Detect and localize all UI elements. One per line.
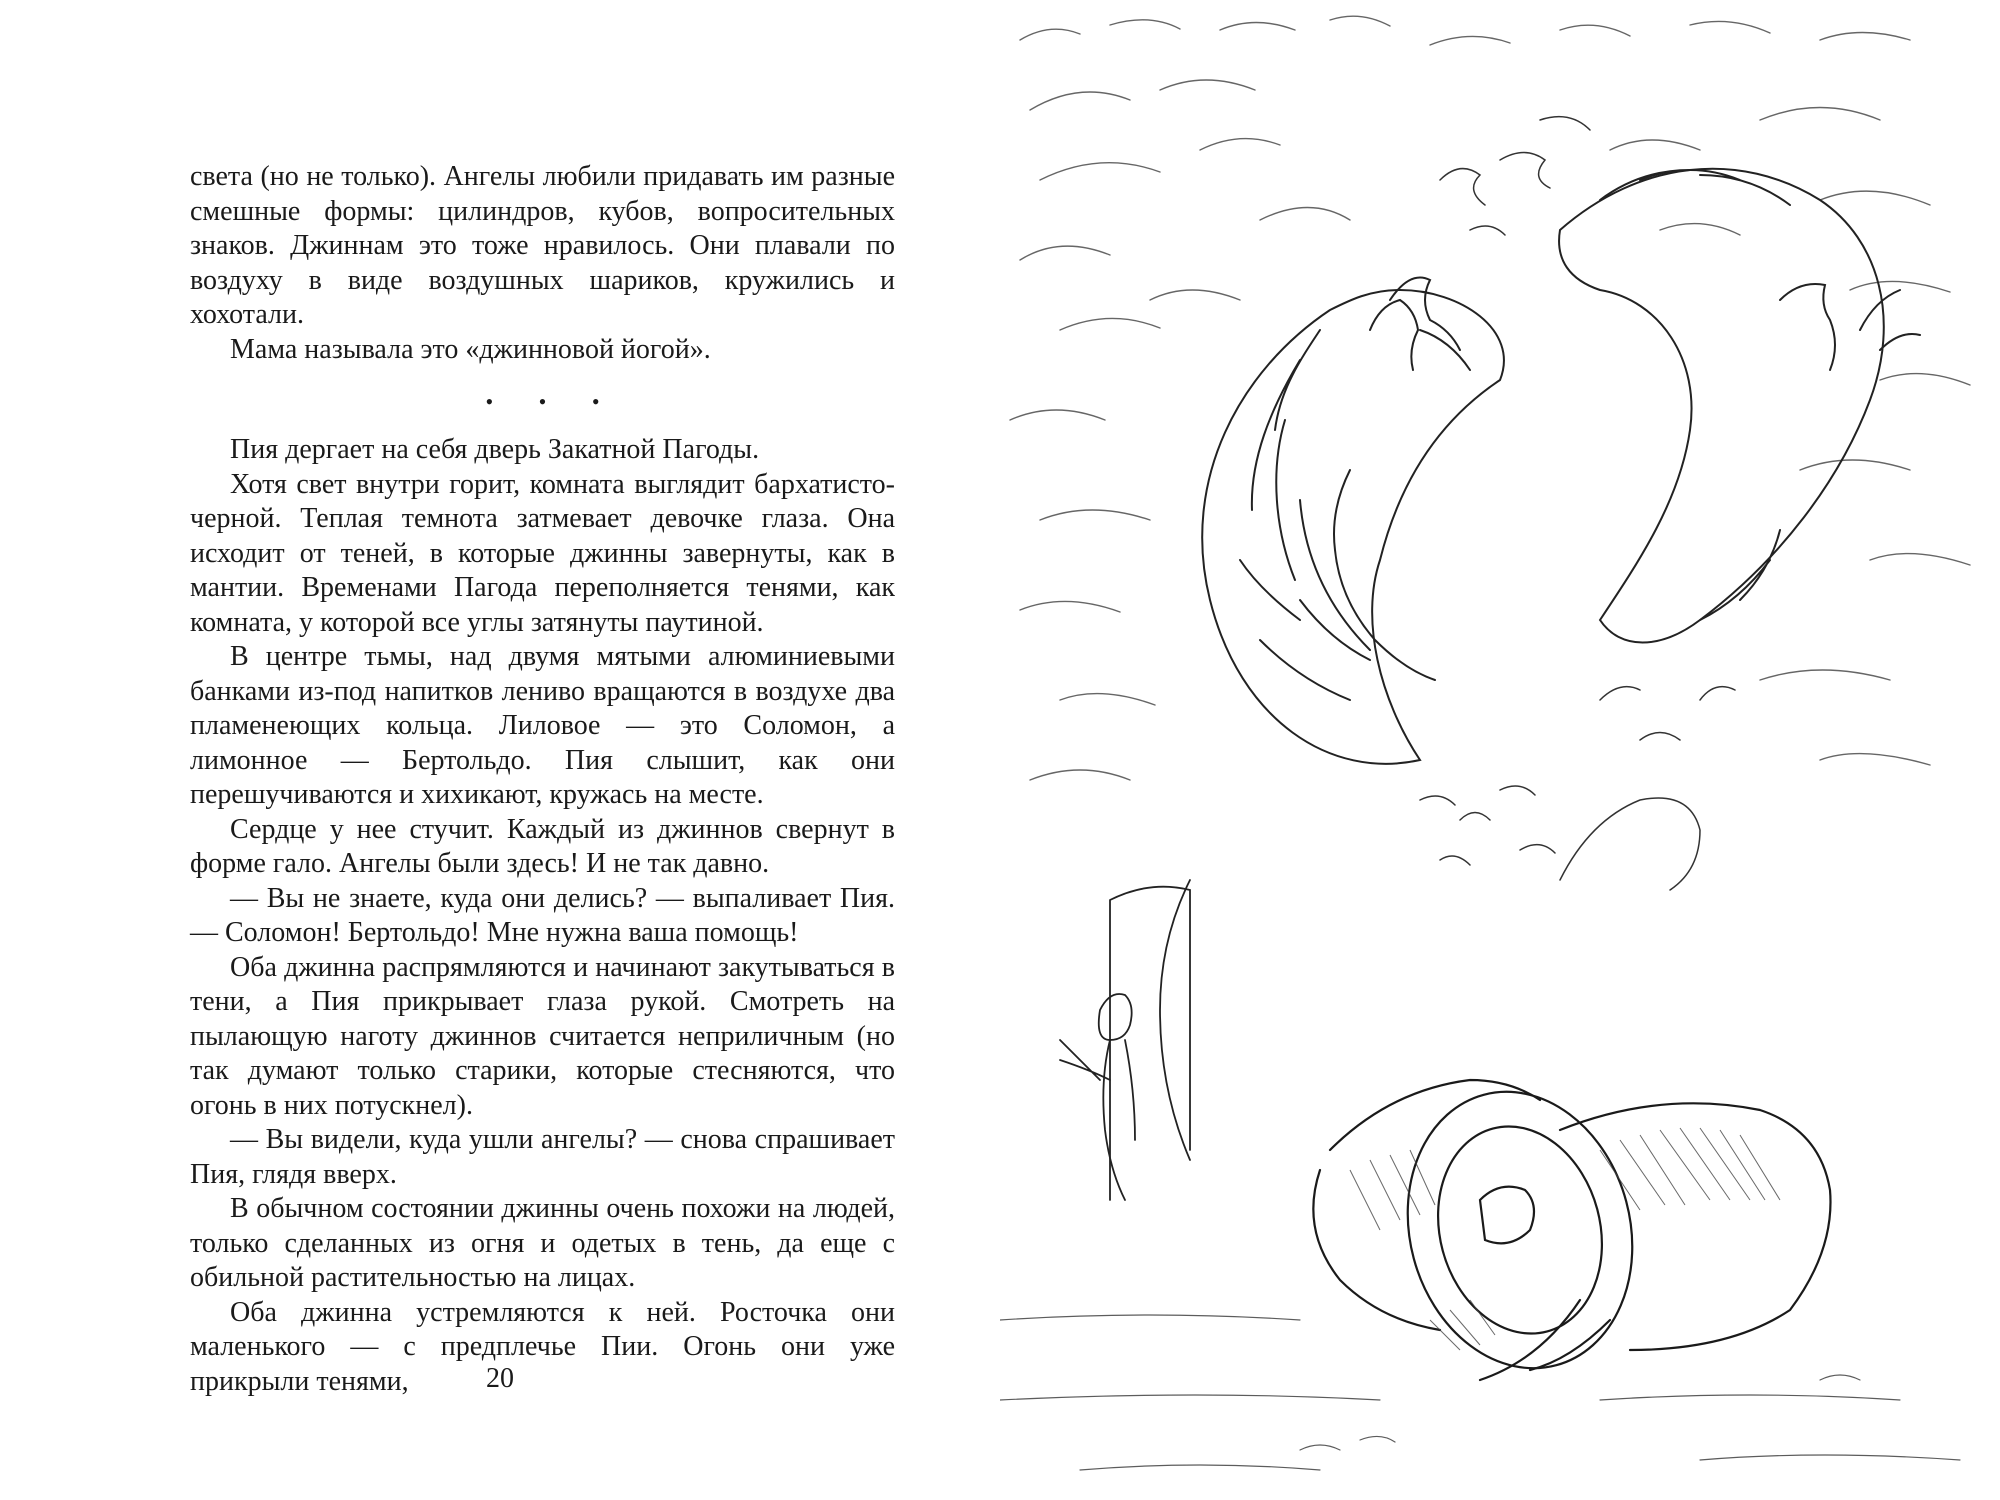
flame-curls	[1420, 117, 1735, 890]
paragraph-1: света (но не только). Ангелы любили придавать им разные смешные формы: цилиндров, кубов, вопросительных знаков. Джиннам это тоже нравилось. Они плавали по воздуху в виде воздушных шариков, кружились и хохотали.	[190, 161, 895, 330]
right-page	[1000, 0, 2000, 1500]
doorway-and-girl	[1060, 880, 1190, 1200]
paragraph-10: В обычном состоянии джинны очень похожи на людей, только сделанных из огня и одетых в тень, да еще с обильной растительностью на лицах.	[190, 1193, 895, 1293]
paragraph-9: — Вы видели, куда ушли ангелы? — снова спрашивает Пия, глядя вверх.	[190, 1124, 895, 1190]
body-text	[190, 160, 895, 1399]
page-number: 20	[486, 1363, 514, 1394]
cans	[1313, 1066, 1830, 1393]
djinn-ring-small	[1559, 169, 1920, 643]
paragraph-5: В центре тьмы, над двумя мятыми алюминиевыми банками из-под напитков лениво вращаются в воздухе два пламенеющих кольца. Лиловое — это Соломон, а лимонное — Бертольдо. Пия слышит, как они перешучиваются и хихикают, кружась на месте.	[190, 641, 895, 810]
can-shading	[1350, 1128, 1780, 1350]
djinn-ring-large	[1202, 278, 1504, 764]
paragraph-2: Мама называла это «джинновой йогой».	[230, 333, 711, 365]
djinn-illustration	[1000, 0, 2000, 1500]
floor	[1000, 1315, 1960, 1470]
paragraph-6: Сердце у нее стучит. Каждый из джиннов свернут в форме гало. Ангелы были здесь! И не так давно.	[190, 813, 895, 879]
paragraph-7: — Вы не знаете, куда они делись? — выпаливает Пия. — Соломон! Бертольдо! Мне нужна ваша помощь!	[190, 882, 895, 948]
paragraph-11: Оба джинна устремляются к ней. Росточка они маленького — с предплечье Пии. Огонь они уже прикрыли тенями,	[190, 1296, 895, 1397]
paragraph-4: Хотя свет внутри горит, комната выглядит бархатисто-черной. Теплая темнота затмевает девочке глаза. Она исходит от теней, в которые джинны завернуты, как в мантии. Временами Пагода переполняется тенями, как комната, у которой все углы затянуты паутиной.	[190, 468, 895, 638]
background-hatching	[1010, 16, 1970, 780]
section-separator: • • •	[485, 389, 620, 414]
paragraph-8: Оба джинна распрямляются и начинают закутываться в тени, а Пия прикрывает глаза рукой. Смотреть на пылающую наготу джиннов считается неприличным (но так думают только старики, которые стесняются, что огонь в них потускнел).	[190, 951, 895, 1121]
paragraph-3: Пия дергает на себя дверь Закатной Пагоды.	[230, 434, 760, 465]
